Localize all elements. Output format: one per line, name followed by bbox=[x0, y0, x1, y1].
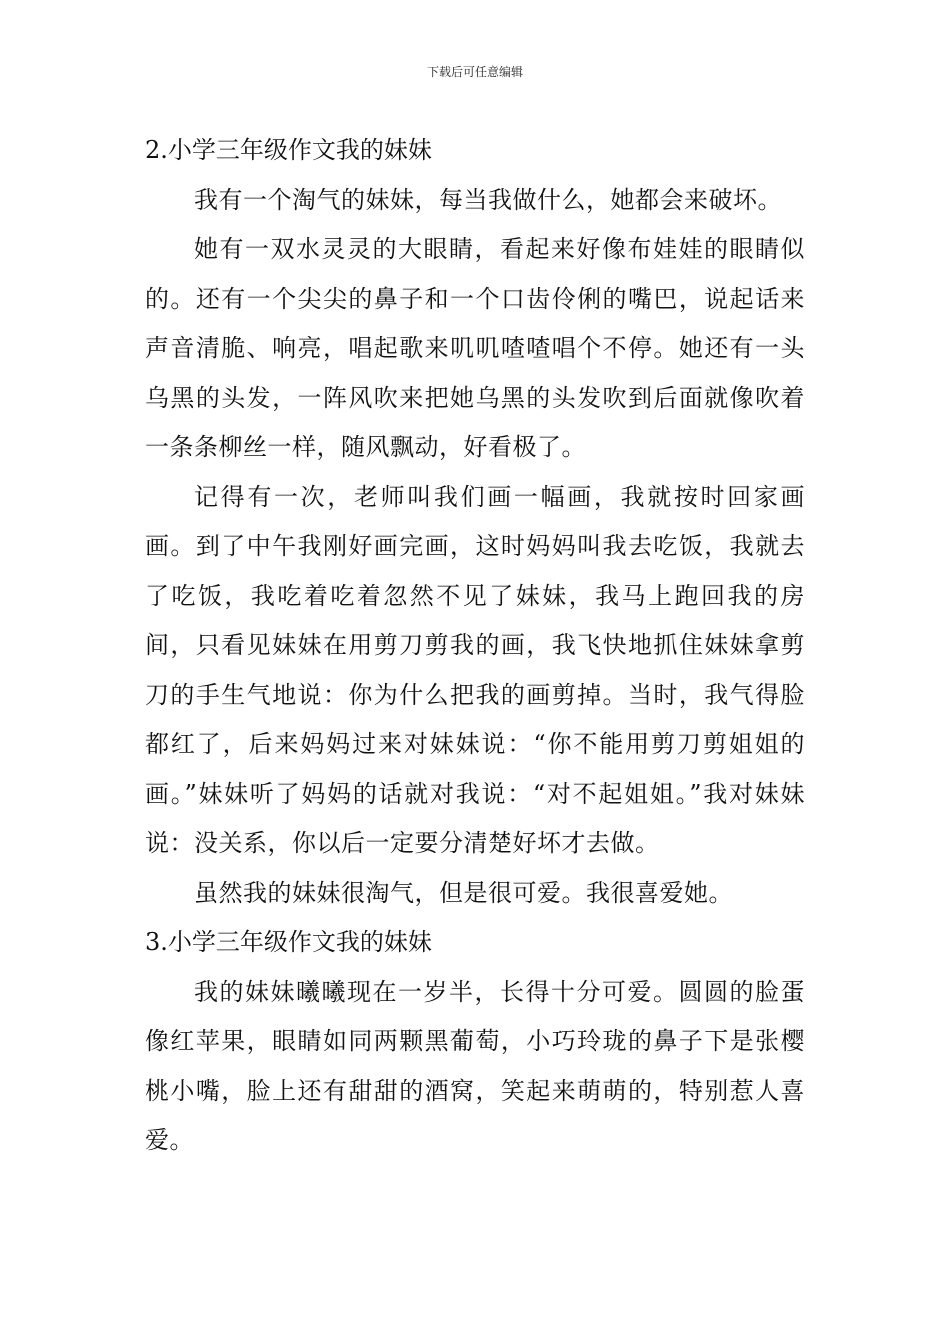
section-title: 2.小学三年级作文我的妹妹 bbox=[145, 136, 432, 164]
document-body bbox=[145, 126, 805, 1166]
paragraph: 她有一双水灵灵的大眼睛，看起来好像布娃娃的眼睛似的。还有一个尖尖的鼻子和一个口齿伶俐的嘴巴，说起话来声音清脆、响亮，唱起歌来叽叽喳喳唱个不停。她还有一头乌黑的头发，一阵风吹来把她乌黑的头发吹到后面就像吹着一条条柳丝一样，随风飘动，好看极了。 bbox=[145, 235, 805, 461]
paragraph: 记得有一次，老师叫我们画一幅画，我就按时回家画画。到了中午我刚好画完画，这时妈妈叫我去吃饭，我就去了吃饭，我吃着吃着忽然不见了妹妹，我马上跑回我的房间，只看见妹妹在用剪刀剪我的画，我飞快地抓住妹妹拿剪刀的手生气地说：你为什么把我的画剪掉。当时，我气得脸都红了，后来妈妈过来对妹妹说：“你不能用剪刀剪姐姐的画。”妹妹听了妈妈的话就对我说：“对不起姐姐。”我对妹妹说：没关系，你以后一定要分清楚好坏才去做。 bbox=[145, 482, 805, 857]
paragraph: 我的妹妹曦曦现在一岁半，长得十分可爱。圆圆的脸蛋像红苹果，眼睛如同两颗黑葡萄，小巧玲珑的鼻子下是张樱桃小嘴，脸上还有甜甜的酒窝，笑起来萌萌的，特别惹人喜爱。 bbox=[145, 977, 805, 1154]
section-title: 3.小学三年级作文我的妹妹 bbox=[145, 928, 432, 956]
paragraph: 我有一个淘气的妹妹，每当我做什么，她都会来破坏。 bbox=[194, 185, 782, 214]
header-note: 下载后可任意编辑 bbox=[426, 65, 523, 79]
paragraph: 虽然我的妹妹很淘气，但是很可爱。我很喜爱她。 bbox=[194, 878, 733, 907]
